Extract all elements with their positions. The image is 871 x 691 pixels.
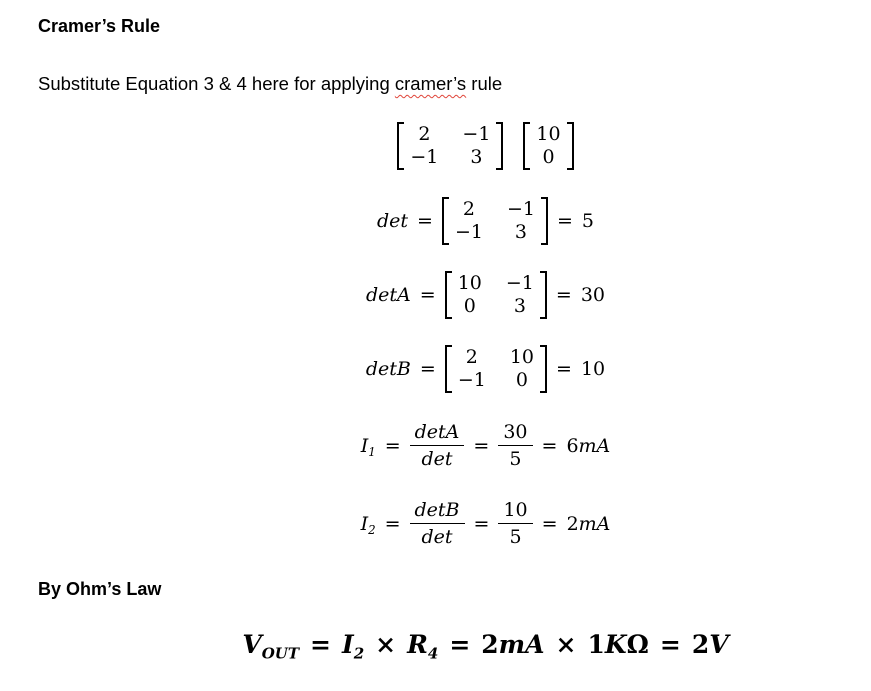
matrix-cell: −1: [457, 369, 486, 391]
matrix-cell: 0: [542, 146, 555, 168]
current-symbol: I: [342, 630, 354, 659]
misspelled-word: cramer’s: [394, 73, 467, 94]
equation-i2: [100, 498, 871, 549]
matrix-cell: 0: [515, 369, 528, 391]
current-subscript: 1: [368, 444, 376, 459]
result-unit: mA: [578, 512, 611, 535]
fraction-symbolic: [410, 420, 465, 471]
matrix-cell: 3: [470, 146, 483, 168]
final-equation-column: [100, 630, 871, 663]
right-bracket: [496, 122, 503, 170]
ohms-law-heading: By Ohm’s Law: [38, 579, 162, 599]
current-symbol: I: [360, 512, 369, 535]
equals-sign: =: [556, 358, 572, 380]
fraction-numeric: [498, 420, 532, 471]
matrix-cell: −1: [506, 198, 535, 220]
detA-matrix: [445, 271, 547, 319]
matrix-cell: 2: [462, 198, 475, 220]
result-value: 2: [566, 512, 579, 535]
equation-i1: [100, 420, 871, 471]
fraction-denominator: 5: [509, 526, 522, 548]
equation-detA: [100, 271, 871, 319]
left-bracket: [523, 122, 530, 170]
fraction-denominator: det: [421, 448, 453, 470]
omega-symbol: Ω: [626, 630, 649, 659]
equals-sign: =: [556, 210, 573, 232]
right-bracket: [540, 345, 547, 393]
equals-sign: =: [473, 512, 490, 535]
matrix-cell: −1: [505, 272, 534, 294]
intro-paragraph: [38, 73, 871, 95]
voltage-unit: V: [709, 630, 729, 659]
fraction-numerator: 30: [498, 420, 532, 446]
equals-sign: =: [449, 630, 471, 659]
right-bracket: [567, 122, 574, 170]
fraction-denominator: 5: [509, 448, 522, 470]
equals-sign: =: [541, 434, 558, 457]
equals-sign: =: [419, 358, 436, 380]
left-bracket: [442, 197, 449, 245]
fraction-numerator: detA: [410, 420, 465, 446]
detB-matrix: [445, 345, 547, 393]
times-sign: ×: [555, 630, 577, 659]
equation-system: [100, 122, 871, 170]
constants-vector: [523, 122, 573, 170]
current-subscript: 2: [368, 522, 376, 537]
result-value: 6: [566, 434, 579, 457]
equation-detB: [100, 345, 871, 393]
fraction-numerator: detB: [410, 498, 465, 524]
matrix-cell: −1: [462, 123, 491, 145]
current-unit: mA: [498, 630, 545, 659]
voltage-value: 2: [691, 630, 710, 659]
det-result: 5: [581, 210, 594, 232]
detB-subject: B: [396, 358, 411, 380]
left-bracket: [397, 122, 404, 170]
current-value: 2: [481, 630, 499, 659]
equals-sign: =: [659, 630, 681, 659]
fraction-numerator: 10: [498, 498, 532, 524]
current-symbol: I: [360, 434, 369, 457]
equals-sign: =: [310, 630, 331, 659]
coefficient-matrix: [397, 122, 503, 170]
resistance-unit-prefix: K: [604, 630, 627, 659]
matrix-cell: 10: [536, 123, 561, 145]
matrix-cell: 10: [457, 272, 482, 294]
detB-result: 10: [580, 358, 606, 380]
current-subscript: 2: [353, 644, 365, 663]
equals-sign: =: [417, 210, 433, 232]
resistance-value: 1: [587, 630, 605, 659]
fraction-symbolic: [410, 498, 465, 549]
equals-sign: =: [541, 512, 558, 535]
matrix-cell: 3: [513, 295, 526, 317]
resistor-subscript: 4: [427, 644, 439, 663]
resistor-symbol: R: [407, 630, 428, 659]
equals-sign: =: [384, 512, 401, 535]
equation-det: [100, 197, 871, 245]
intro-text-after: rule: [466, 73, 503, 94]
page-title: Cramer’s Rule: [38, 16, 161, 36]
equals-sign: =: [384, 434, 401, 457]
right-bracket: [540, 271, 547, 319]
equals-sign: =: [419, 284, 436, 306]
equations-column: [100, 122, 871, 549]
equals-sign: =: [555, 284, 572, 306]
equation-vout: [100, 630, 871, 663]
left-bracket: [445, 271, 452, 319]
right-bracket: [541, 197, 548, 245]
intro-text-before: Substitute Equation 3 & 4 here for applying: [38, 73, 395, 94]
det-matrix: [442, 197, 548, 245]
det-label: det: [365, 358, 397, 380]
matrix-cell: 2: [418, 123, 431, 145]
matrix-cell: 10: [509, 346, 535, 368]
det-label: det: [365, 284, 398, 306]
detA-subject: A: [397, 284, 411, 306]
voltage-subscript: OUT: [261, 644, 300, 663]
det-label: det: [376, 210, 409, 232]
matrix-cell: −1: [410, 146, 439, 168]
equals-sign: =: [473, 434, 490, 457]
detA-result: 30: [580, 284, 605, 306]
matrix-cell: 2: [465, 346, 478, 368]
matrix-cell: 0: [463, 295, 476, 317]
fraction-numeric: [498, 498, 532, 549]
left-bracket: [445, 345, 452, 393]
matrix-cell: −1: [454, 221, 483, 243]
times-sign: ×: [375, 630, 397, 659]
result-unit: mA: [578, 434, 611, 457]
matrix-cell: 3: [514, 221, 528, 243]
voltage-symbol: V: [242, 630, 262, 659]
fraction-denominator: det: [421, 526, 453, 548]
